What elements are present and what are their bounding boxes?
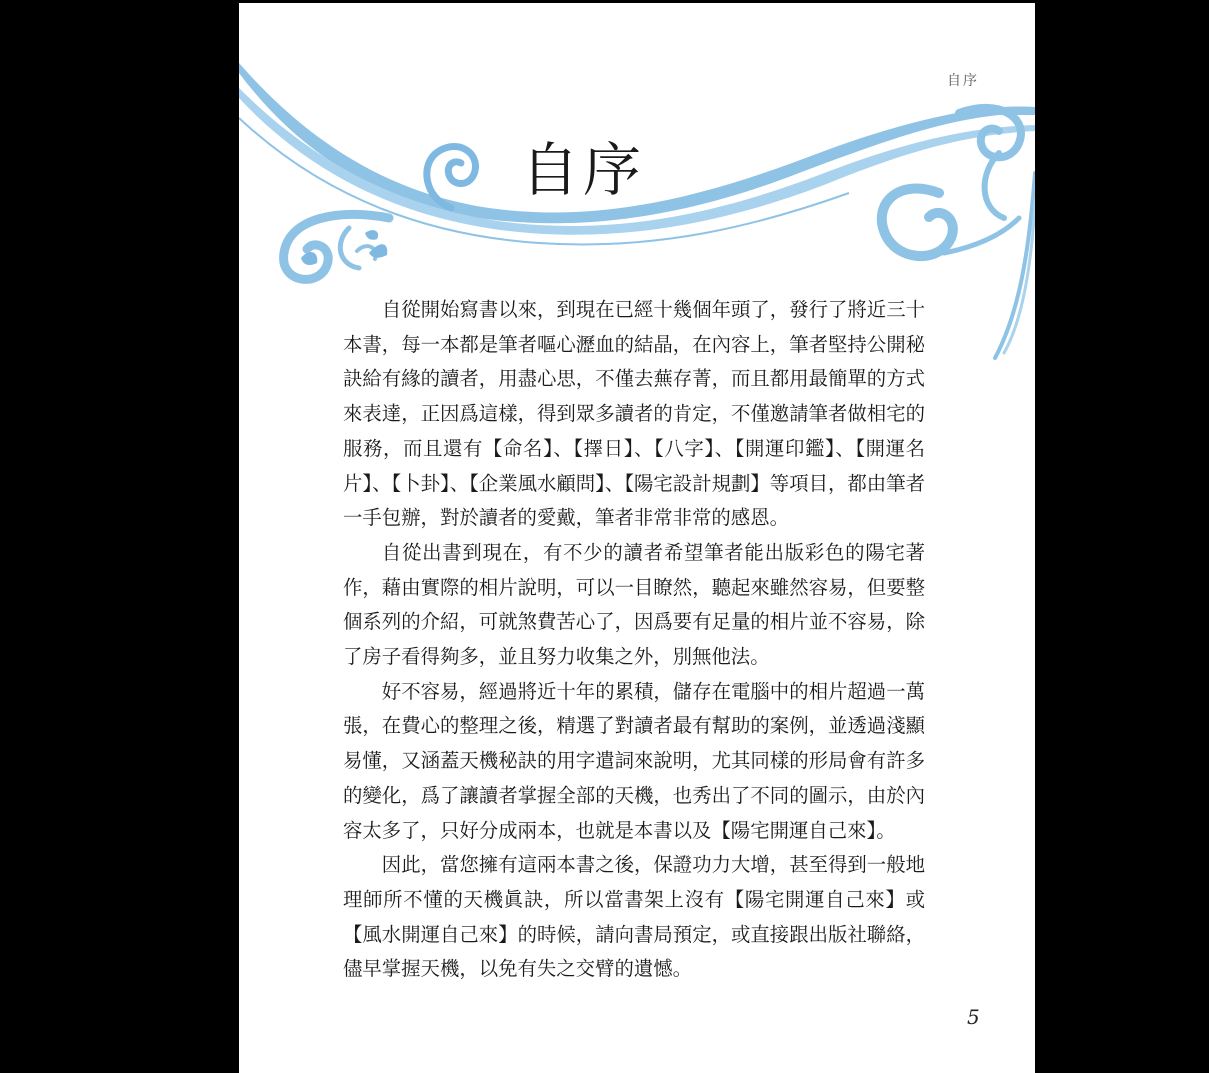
preface-body [343, 293, 925, 987]
paragraph: 自從開始寫書以來，到現在已經十幾個年頭了，發行了將近三十本書，每一本都是筆者嘔心瀝血的結晶，在內容上，筆者堅持公開秘訣給有緣的讀者，用盡心思，不僅去蕪存菁，而且都用最簡單的方式來表達，正因爲這樣，得到眾多讀者的肯定，不僅邀請筆者做相宅的服務，而且還有【命名】、【擇日】、【八字】、【開運印鑑】、【開運名片】、【卜卦】、【企業風水顧問】、【陽宅設計規劃】等項目，都由筆者一手包辦，對於讀者的愛戴，筆者非常非常的感恩。 [343, 298, 925, 530]
paragraph: 因此，當您擁有這兩本書之後，保證功力大增，甚至得到一般地理師所不懂的天機眞訣，所以當書架上沒有【陽宅開運自己來】或【風水開運自己來】的時候，請向書局預定，或直接跟出版社聯絡，儘早掌握天機，以免有失之交臂的遺憾。 [343, 853, 925, 981]
page-number: 5 [967, 1005, 980, 1029]
running-header: 自序 [947, 73, 979, 89]
book-page [239, 3, 1035, 1073]
chapter-title: 自序 [521, 136, 646, 204]
paragraph: 自從出書到現在，有不少的讀者希望筆者能出版彩色的陽宅著作，藉由實際的相片說明，可以一目瞭然，聽起來雖然容易，但要整個系列的介紹，可就煞費苦心了，因爲要有足量的相片並不容易，除了房子看得夠多，並且努力收集之外，別無他法。 [343, 540, 925, 669]
paragraph: 好不容易，經過將近十年的累積，儲存在電腦中的相片超過一萬張，在費心的整理之後，精選了對讀者最有幫助的案例，並透過淺顯易懂，又涵蓋天機秘訣的用字遣詞來說明，尤其同樣的形局會有許多的變化，爲了讓讀者掌握全部的天機，也秀出了不同的圖示，由於內容太多了，只好分成兩本，也就是本書以及【陽宅開運自己來】。 [343, 679, 925, 842]
